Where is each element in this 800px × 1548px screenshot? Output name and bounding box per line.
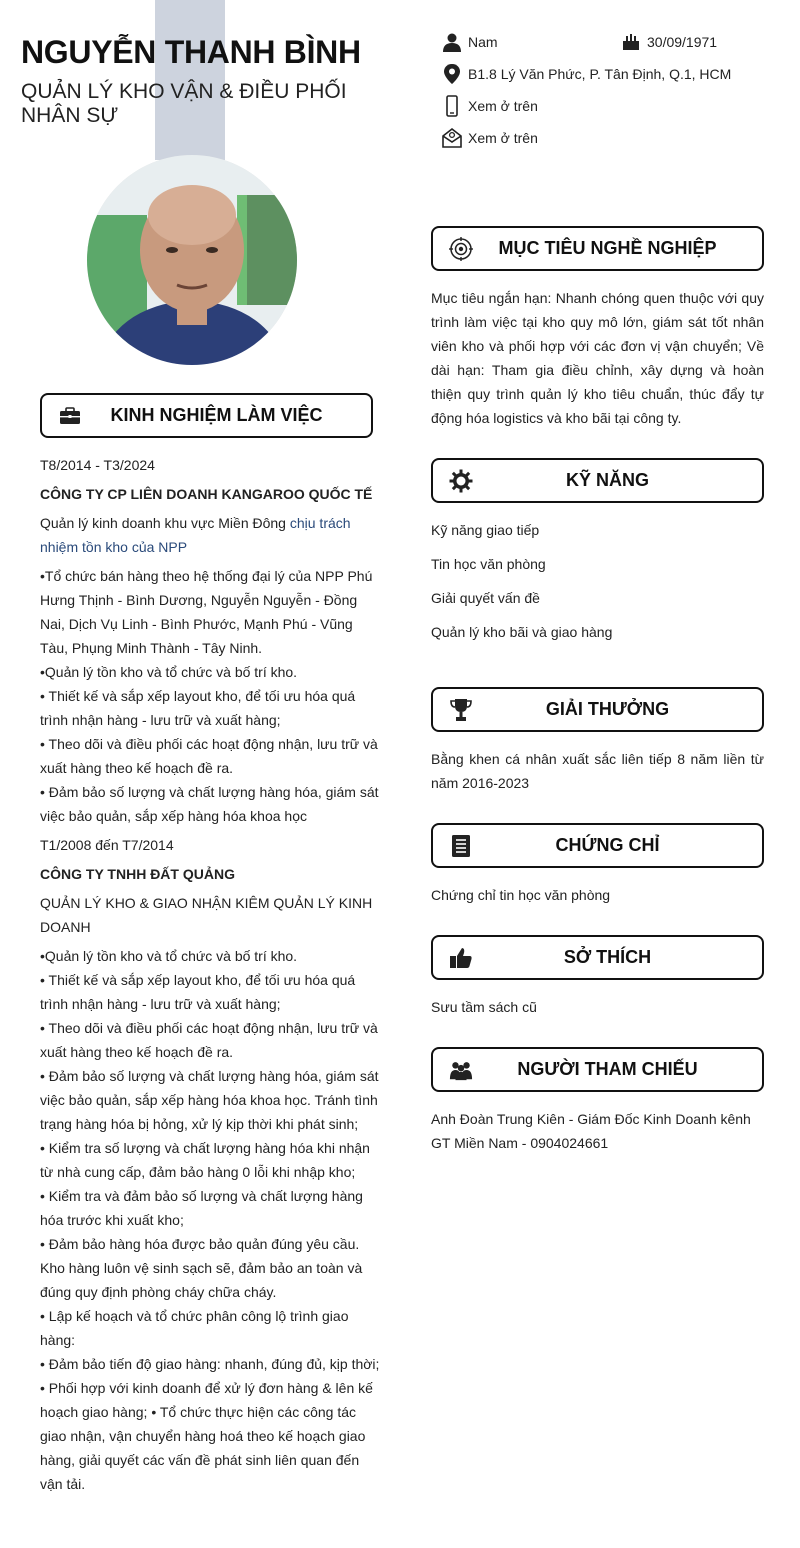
experience-role-text: Quản lý kinh doanh khu vực Miền Đông: [40, 515, 290, 531]
experience-date: T1/2008 đến T7/2014: [40, 837, 174, 853]
hobbies-text: Sưu tầm sách cũ: [431, 999, 537, 1015]
section-skills-title: KỸ NĂNG: [565, 470, 649, 490]
experience-bullet: •Tổ chức bán hàng theo hệ thống đại lý của NPP Phú Hưng Thịnh - Bình Dương, Nguyễn Nguyễn - Đồng Nai, Dịch Vụ Linh - Bình Phước, Mạnh Phú - Vũng Tàu, Phụng Minh Thành - Tây Ninh.: [40, 568, 373, 656]
references-text: Anh Đoàn Trung Kiên - Giám Đốc Kinh Doanh kênh GT Miền Nam - 0904024661: [431, 1111, 751, 1151]
gear-icon: [449, 469, 473, 493]
section-experience-title: KINH NGHIỆM LÀM VIỆC: [110, 405, 323, 425]
gender-value: Nam: [468, 34, 498, 50]
objective-text: Mục tiêu ngắn hạn: Nhanh chóng quen thuộc với quy trình làm việc tại kho quy mô lớn, giám sát tốt nhân viên kho và phối hợp với các đơn vị vận chuyển; Về dài hạn: Tham gia điều chỉnh, xây dựng và hoàn thiện quy trình quản lý kho tiêu chuẩn, thúc đẩy tự động hóa logistics và kho bãi tại công ty.: [431, 290, 764, 426]
experience-role-highlight: chịu trách nhiệm tồn kho của NPP: [40, 515, 351, 555]
skill-item: Quản lý kho bãi và giao hàng: [431, 624, 613, 640]
mail-icon: [441, 127, 463, 149]
experience-bullet: • Theo dõi và điều phối các hoạt động nhận, lưu trữ và xuất hàng theo kế hoạch đề ra.: [40, 736, 378, 776]
section-hobbies-header: [431, 935, 764, 980]
section-awards-title: GIẢI THƯỞNG: [545, 699, 670, 719]
experience-company: CÔNG TY TNHH ĐẤT QUẢNG: [40, 866, 235, 882]
experience-bullet: • Lập kế hoạch và tổ chức phân công lộ trình giao hàng:: [40, 1308, 349, 1348]
contact-phone: [441, 95, 538, 117]
section-awards-header: [431, 687, 764, 732]
experience-date: T8/2014 - T3/2024: [40, 457, 155, 473]
phone-value: Xem ở trên: [468, 98, 538, 114]
contact-gender: [441, 31, 498, 53]
experience-list: [40, 452, 380, 1496]
skill-item: Tin học văn phòng: [431, 556, 546, 572]
email-value: Xem ở trên: [468, 130, 538, 146]
section-certificates-header: [431, 823, 764, 868]
experience-bullet: • Đảm bảo số lượng và chất lượng hàng hóa, giám sát việc bảo quản, sắp xếp hàng hóa khoa học: [40, 784, 379, 824]
contact-address: [441, 63, 731, 85]
avatar-photo: [87, 155, 297, 365]
experience-bullet: • Kiểm tra và đảm bảo số lượng và chất lượng hàng hóa trước khi xuất kho;: [40, 1188, 363, 1228]
awards-text: Bằng khen cá nhân xuất sắc liên tiếp 8 năm liền từ năm 2016-2023: [431, 751, 764, 791]
cake-icon: [620, 31, 642, 53]
address-value: B1.8 Lý Văn Phức, P. Tân Định, Q.1, HCM: [468, 66, 732, 82]
location-pin-icon: [441, 63, 463, 85]
experience-bullet: • Theo dõi và điều phối các hoạt động nhận, lưu trữ và xuất hàng theo kế hoạch đề ra.: [40, 1020, 378, 1060]
experience-item: [40, 833, 380, 1496]
contact-birthday: [620, 31, 717, 53]
section-hobbies-title: SỞ THÍCH: [563, 947, 652, 967]
experience-bullet: • Thiết kế và sắp xếp layout kho, để tối ưu hóa quá trình nhận hàng - lưu trữ và xuất hàng;: [40, 972, 356, 1012]
certificate-icon: [449, 834, 473, 858]
section-objective-title: MỤC TIÊU NGHỀ NGHIỆP: [498, 238, 717, 258]
briefcase-icon: [58, 404, 82, 428]
experience-company: CÔNG TY CP LIÊN DOANH KANGAROO QUỐC TẾ: [40, 486, 373, 502]
candidate-position: QUẢN LÝ KHO VẬN & ĐIỀU PHỐI NHÂN SỰ: [21, 80, 347, 127]
section-experience-header: [40, 393, 373, 438]
target-icon: [449, 237, 473, 261]
experience-bullet: •Quản lý tồn kho và tổ chức và bố trí kho.: [40, 664, 298, 680]
section-references-header: [431, 1047, 764, 1092]
experience-item: [40, 453, 380, 828]
birthday-value: 30/09/1971: [647, 34, 718, 50]
contact-email: [441, 127, 538, 149]
section-objective-header: [431, 226, 764, 271]
section-skills-header: [431, 458, 764, 503]
experience-bullet: • Kiểm tra số lượng và chất lượng hàng hóa khi nhận từ nhà cung cấp, đảm bảo hàng 0 lỗi khi nhập kho;: [40, 1140, 370, 1180]
experience-bullet: • Đảm bảo tiến độ giao hàng: nhanh, đúng đủ, kịp thời;: [40, 1356, 380, 1372]
trophy-icon: [449, 698, 473, 722]
experience-role: [40, 511, 380, 559]
certificates-text: Chứng chỉ tin học văn phòng: [431, 887, 611, 903]
avatar: [87, 155, 297, 365]
phone-icon: [441, 95, 463, 117]
section-certificates-title: CHỨNG CHỈ: [555, 835, 660, 855]
skill-item: Giải quyết vấn đề: [431, 590, 540, 606]
experience-role: QUẢN LÝ KHO & GIAO NHẬN KIÊM QUẢN LÝ KINH DOANH: [40, 895, 373, 935]
experience-bullet: • Thiết kế và sắp xếp layout kho, để tối ưu hóa quá trình nhận hàng - lưu trữ và xuất hàng;: [40, 688, 356, 728]
experience-bullet: • Phối hợp với kinh doanh để xử lý đơn hàng & lên kế hoạch giao hàng; • Tổ chức thực hiện các công tác giao nhận, vận chuyển hàng hoá theo kế hoạch giao hàng, giải quyết các vấn đề phát sinh liên quan đến vận tải.: [40, 1380, 373, 1492]
section-references-title: NGƯỜI THAM CHIẾU: [517, 1059, 698, 1079]
experience-bullet: • Đảm bảo hàng hóa được bảo quản đúng yêu cầu. Kho hàng luôn vệ sinh sạch sẽ, đảm bảo an toàn và đúng quy định phòng cháy chữa cháy.: [40, 1236, 363, 1300]
skill-item: Kỹ năng giao tiếp: [431, 522, 540, 538]
candidate-name: NGUYỄN THANH BÌNH: [21, 34, 361, 70]
experience-bullet: • Đảm bảo số lượng và chất lượng hàng hóa, giám sát việc bảo quản, sắp xếp hàng hóa khoa học. Tránh tình trạng hàng hóa bị hỏng, xử lý kịp thời khi phát sinh;: [40, 1068, 379, 1132]
thumbs-up-icon: [449, 946, 473, 970]
experience-bullet: •Quản lý tồn kho và tổ chức và bố trí kho.: [40, 948, 298, 964]
people-icon: [449, 1058, 473, 1082]
person-icon: [441, 31, 463, 53]
